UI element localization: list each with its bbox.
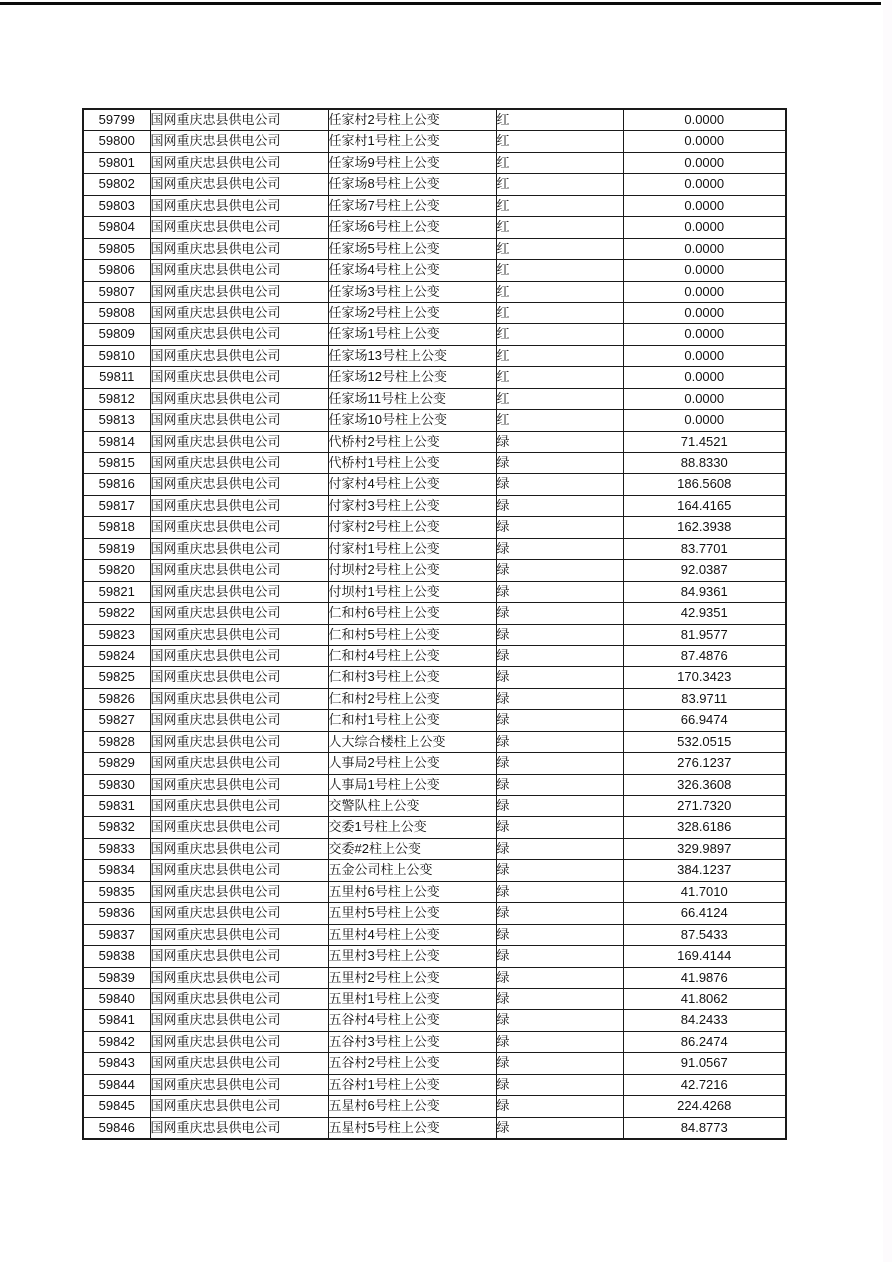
- cell-company: 国网重庆忠县供电公司: [150, 474, 328, 495]
- cell-company: 国网重庆忠县供电公司: [150, 324, 328, 345]
- cell-record-id: 59812: [83, 388, 150, 409]
- cell-company: 国网重庆忠县供电公司: [150, 1053, 328, 1074]
- cell-record-id: 59834: [83, 860, 150, 881]
- cell-record-id: 59808: [83, 302, 150, 323]
- cell-transformer-name: 五里村6号柱上公变: [328, 881, 496, 902]
- cell-company: 国网重庆忠县供电公司: [150, 881, 328, 902]
- cell-record-id: 59809: [83, 324, 150, 345]
- cell-value: 0.0000: [623, 152, 786, 173]
- cell-value: 0.0000: [623, 238, 786, 259]
- cell-company: 国网重庆忠县供电公司: [150, 667, 328, 688]
- cell-status-word: 红: [496, 195, 623, 216]
- cell-transformer-name: 代桥村1号柱上公变: [328, 453, 496, 474]
- cell-record-id: 59843: [83, 1053, 150, 1074]
- cell-status-word: 绿: [496, 1074, 623, 1095]
- cell-record-id: 59827: [83, 710, 150, 731]
- cell-transformer-name: 仁和村6号柱上公变: [328, 603, 496, 624]
- cell-company: 国网重庆忠县供电公司: [150, 988, 328, 1009]
- cell-value: 271.7320: [623, 796, 786, 817]
- cell-value: 42.9351: [623, 603, 786, 624]
- cell-transformer-name: 人大综合楼柱上公变: [328, 731, 496, 752]
- cell-company: 国网重庆忠县供电公司: [150, 1117, 328, 1139]
- cell-company: 国网重庆忠县供电公司: [150, 388, 328, 409]
- cell-status-word: 绿: [496, 967, 623, 988]
- cell-status-word: 绿: [496, 431, 623, 452]
- cell-status-word: 绿: [496, 581, 623, 602]
- cell-status-word: 绿: [496, 538, 623, 559]
- table-row: [83, 903, 786, 924]
- cell-company: 国网重庆忠县供电公司: [150, 495, 328, 516]
- cell-status-word: 绿: [496, 946, 623, 967]
- cell-value: 0.0000: [623, 131, 786, 152]
- cell-status-word: 绿: [496, 645, 623, 666]
- cell-transformer-name: 任家场12号柱上公变: [328, 367, 496, 388]
- table-row: [83, 603, 786, 624]
- cell-value: 66.4124: [623, 903, 786, 924]
- cell-company: 国网重庆忠县供电公司: [150, 238, 328, 259]
- cell-transformer-name: 五谷村3号柱上公变: [328, 1031, 496, 1052]
- cell-transformer-name: 人事局1号柱上公变: [328, 774, 496, 795]
- cell-status-word: 绿: [496, 903, 623, 924]
- cell-record-id: 59823: [83, 624, 150, 645]
- cell-transformer-name: 付家村1号柱上公变: [328, 538, 496, 559]
- cell-status-word: 绿: [496, 560, 623, 581]
- cell-company: 国网重庆忠县供电公司: [150, 1031, 328, 1052]
- cell-company: 国网重庆忠县供电公司: [150, 710, 328, 731]
- cell-status-word: 绿: [496, 988, 623, 1009]
- cell-company: 国网重庆忠县供电公司: [150, 924, 328, 945]
- cell-company: 国网重庆忠县供电公司: [150, 817, 328, 838]
- cell-status-word: 绿: [496, 1117, 623, 1139]
- cell-status-word: 绿: [496, 753, 623, 774]
- cell-value: 329.9897: [623, 838, 786, 859]
- cell-record-id: 59814: [83, 431, 150, 452]
- cell-company: 国网重庆忠县供电公司: [150, 302, 328, 323]
- table-row: [83, 624, 786, 645]
- transformer-data-table: [82, 108, 787, 1140]
- cell-record-id: 59826: [83, 688, 150, 709]
- table-row: [83, 753, 786, 774]
- cell-status-word: 绿: [496, 774, 623, 795]
- cell-transformer-name: 五谷村1号柱上公变: [328, 1074, 496, 1095]
- cell-value: 83.7701: [623, 538, 786, 559]
- cell-company: 国网重庆忠县供电公司: [150, 152, 328, 173]
- table-row: [83, 688, 786, 709]
- cell-record-id: 59829: [83, 753, 150, 774]
- cell-transformer-name: 仁和村3号柱上公变: [328, 667, 496, 688]
- cell-transformer-name: 任家场6号柱上公变: [328, 217, 496, 238]
- cell-status-word: 绿: [496, 817, 623, 838]
- cell-status-word: 绿: [496, 860, 623, 881]
- cell-record-id: 59822: [83, 603, 150, 624]
- cell-status-word: 绿: [496, 1096, 623, 1117]
- cell-company: 国网重庆忠县供电公司: [150, 753, 328, 774]
- table-row: [83, 774, 786, 795]
- cell-status-word: 绿: [496, 688, 623, 709]
- cell-status-word: 绿: [496, 495, 623, 516]
- cell-company: 国网重庆忠县供电公司: [150, 688, 328, 709]
- cell-value: 328.6186: [623, 817, 786, 838]
- cell-company: 国网重庆忠县供电公司: [150, 367, 328, 388]
- cell-record-id: 59828: [83, 731, 150, 752]
- cell-value: 186.5608: [623, 474, 786, 495]
- cell-transformer-name: 五星村6号柱上公变: [328, 1096, 496, 1117]
- page-top-rule: [0, 2, 881, 5]
- cell-company: 国网重庆忠县供电公司: [150, 581, 328, 602]
- cell-value: 0.0000: [623, 410, 786, 431]
- table-row: [83, 1031, 786, 1052]
- table-row: [83, 388, 786, 409]
- table-row: [83, 1074, 786, 1095]
- cell-value: 0.0000: [623, 302, 786, 323]
- cell-record-id: 59802: [83, 174, 150, 195]
- cell-transformer-name: 人事局2号柱上公变: [328, 753, 496, 774]
- table-row: [83, 517, 786, 538]
- cell-record-id: 59804: [83, 217, 150, 238]
- table-row: [83, 260, 786, 281]
- cell-value: 84.8773: [623, 1117, 786, 1139]
- cell-value: 42.7216: [623, 1074, 786, 1095]
- cell-status-word: 红: [496, 109, 623, 131]
- cell-status-word: 红: [496, 281, 623, 302]
- cell-status-word: 红: [496, 367, 623, 388]
- cell-transformer-name: 五里村4号柱上公变: [328, 924, 496, 945]
- cell-status-word: 红: [496, 217, 623, 238]
- cell-status-word: 绿: [496, 1010, 623, 1031]
- cell-record-id: 59841: [83, 1010, 150, 1031]
- cell-transformer-name: 任家场1号柱上公变: [328, 324, 496, 345]
- cell-company: 国网重庆忠县供电公司: [150, 109, 328, 131]
- table-row: [83, 581, 786, 602]
- cell-value: 164.4165: [623, 495, 786, 516]
- cell-record-id: 59799: [83, 109, 150, 131]
- cell-transformer-name: 任家场13号柱上公变: [328, 345, 496, 366]
- cell-status-word: 红: [496, 302, 623, 323]
- cell-status-word: 红: [496, 174, 623, 195]
- cell-value: 87.5433: [623, 924, 786, 945]
- table-row: [83, 538, 786, 559]
- table-row: [83, 131, 786, 152]
- cell-transformer-name: 五谷村4号柱上公变: [328, 1010, 496, 1031]
- cell-value: 41.8062: [623, 988, 786, 1009]
- cell-value: 83.9711: [623, 688, 786, 709]
- cell-company: 国网重庆忠县供电公司: [150, 260, 328, 281]
- cell-company: 国网重庆忠县供电公司: [150, 603, 328, 624]
- cell-company: 国网重庆忠县供电公司: [150, 903, 328, 924]
- table-row: [83, 731, 786, 752]
- table-row: [83, 238, 786, 259]
- cell-record-id: 59806: [83, 260, 150, 281]
- cell-transformer-name: 任家场7号柱上公变: [328, 195, 496, 216]
- cell-transformer-name: 五里村1号柱上公变: [328, 988, 496, 1009]
- cell-record-id: 59833: [83, 838, 150, 859]
- cell-company: 国网重庆忠县供电公司: [150, 1096, 328, 1117]
- cell-company: 国网重庆忠县供电公司: [150, 731, 328, 752]
- cell-company: 国网重庆忠县供电公司: [150, 1010, 328, 1031]
- table-row: [83, 817, 786, 838]
- cell-value: 88.8330: [623, 453, 786, 474]
- cell-company: 国网重庆忠县供电公司: [150, 453, 328, 474]
- cell-transformer-name: 五里村3号柱上公变: [328, 946, 496, 967]
- cell-status-word: 绿: [496, 517, 623, 538]
- cell-record-id: 59844: [83, 1074, 150, 1095]
- cell-value: 532.0515: [623, 731, 786, 752]
- cell-status-word: 红: [496, 238, 623, 259]
- cell-record-id: 59810: [83, 345, 150, 366]
- cell-transformer-name: 任家村2号柱上公变: [328, 109, 496, 131]
- cell-record-id: 59846: [83, 1117, 150, 1139]
- cell-company: 国网重庆忠县供电公司: [150, 538, 328, 559]
- cell-transformer-name: 仁和村2号柱上公变: [328, 688, 496, 709]
- cell-record-id: 59838: [83, 946, 150, 967]
- table-row: [83, 281, 786, 302]
- cell-record-id: 59840: [83, 988, 150, 1009]
- cell-company: 国网重庆忠县供电公司: [150, 131, 328, 152]
- table-row: [83, 195, 786, 216]
- cell-value: 162.3938: [623, 517, 786, 538]
- cell-record-id: 59837: [83, 924, 150, 945]
- cell-record-id: 59813: [83, 410, 150, 431]
- cell-transformer-name: 任家场3号柱上公变: [328, 281, 496, 302]
- cell-status-word: 绿: [496, 474, 623, 495]
- cell-status-word: 绿: [496, 838, 623, 859]
- cell-company: 国网重庆忠县供电公司: [150, 281, 328, 302]
- cell-record-id: 59821: [83, 581, 150, 602]
- table-row: [83, 152, 786, 173]
- cell-record-id: 59842: [83, 1031, 150, 1052]
- cell-value: 0.0000: [623, 260, 786, 281]
- cell-status-word: 绿: [496, 881, 623, 902]
- cell-company: 国网重庆忠县供电公司: [150, 560, 328, 581]
- cell-record-id: 59839: [83, 967, 150, 988]
- cell-value: 41.7010: [623, 881, 786, 902]
- table-row: [83, 109, 786, 131]
- cell-record-id: 59835: [83, 881, 150, 902]
- table-body: [83, 109, 786, 1139]
- cell-value: 66.9474: [623, 710, 786, 731]
- cell-record-id: 59818: [83, 517, 150, 538]
- cell-value: 81.9577: [623, 624, 786, 645]
- table-row: [83, 860, 786, 881]
- cell-transformer-name: 交委#2柱上公变: [328, 838, 496, 859]
- cell-record-id: 59820: [83, 560, 150, 581]
- cell-value: 0.0000: [623, 217, 786, 238]
- cell-value: 84.2433: [623, 1010, 786, 1031]
- cell-status-word: 红: [496, 345, 623, 366]
- cell-company: 国网重庆忠县供电公司: [150, 517, 328, 538]
- cell-value: 224.4268: [623, 1096, 786, 1117]
- cell-record-id: 59816: [83, 474, 150, 495]
- cell-record-id: 59819: [83, 538, 150, 559]
- cell-company: 国网重庆忠县供电公司: [150, 774, 328, 795]
- cell-status-word: 绿: [496, 453, 623, 474]
- cell-value: 169.4144: [623, 946, 786, 967]
- cell-status-word: 红: [496, 260, 623, 281]
- cell-company: 国网重庆忠县供电公司: [150, 860, 328, 881]
- table-row: [83, 946, 786, 967]
- cell-transformer-name: 仁和村1号柱上公变: [328, 710, 496, 731]
- cell-status-word: 绿: [496, 731, 623, 752]
- cell-value: 0.0000: [623, 195, 786, 216]
- cell-value: 91.0567: [623, 1053, 786, 1074]
- cell-record-id: 59817: [83, 495, 150, 516]
- cell-company: 国网重庆忠县供电公司: [150, 431, 328, 452]
- cell-record-id: 59805: [83, 238, 150, 259]
- table-row: [83, 667, 786, 688]
- cell-value: 87.4876: [623, 645, 786, 666]
- table-row: [83, 710, 786, 731]
- cell-transformer-name: 任家场5号柱上公变: [328, 238, 496, 259]
- cell-transformer-name: 五里村2号柱上公变: [328, 967, 496, 988]
- cell-transformer-name: 付坝村2号柱上公变: [328, 560, 496, 581]
- table-row: [83, 367, 786, 388]
- cell-transformer-name: 付家村2号柱上公变: [328, 517, 496, 538]
- cell-record-id: 59845: [83, 1096, 150, 1117]
- cell-transformer-name: 任家村1号柱上公变: [328, 131, 496, 152]
- cell-transformer-name: 仁和村4号柱上公变: [328, 645, 496, 666]
- cell-status-word: 绿: [496, 1031, 623, 1052]
- cell-company: 国网重庆忠县供电公司: [150, 624, 328, 645]
- cell-transformer-name: 交委1号柱上公变: [328, 817, 496, 838]
- cell-value: 276.1237: [623, 753, 786, 774]
- cell-record-id: 59836: [83, 903, 150, 924]
- table-row: [83, 967, 786, 988]
- cell-status-word: 绿: [496, 924, 623, 945]
- cell-value: 384.1237: [623, 860, 786, 881]
- cell-company: 国网重庆忠县供电公司: [150, 217, 328, 238]
- cell-company: 国网重庆忠县供电公司: [150, 796, 328, 817]
- cell-status-word: 红: [496, 410, 623, 431]
- cell-transformer-name: 代桥村2号柱上公变: [328, 431, 496, 452]
- cell-transformer-name: 付坝村1号柱上公变: [328, 581, 496, 602]
- cell-value: 0.0000: [623, 281, 786, 302]
- table-row: [83, 474, 786, 495]
- cell-value: 0.0000: [623, 388, 786, 409]
- cell-status-word: 绿: [496, 667, 623, 688]
- table-row: [83, 302, 786, 323]
- cell-status-word: 绿: [496, 710, 623, 731]
- table-row: [83, 796, 786, 817]
- table-row: [83, 1117, 786, 1139]
- cell-record-id: 59803: [83, 195, 150, 216]
- table-row: [83, 345, 786, 366]
- cell-value: 0.0000: [623, 109, 786, 131]
- cell-company: 国网重庆忠县供电公司: [150, 345, 328, 366]
- cell-transformer-name: 仁和村5号柱上公变: [328, 624, 496, 645]
- cell-value: 0.0000: [623, 345, 786, 366]
- cell-company: 国网重庆忠县供电公司: [150, 838, 328, 859]
- cell-status-word: 绿: [496, 603, 623, 624]
- cell-record-id: 59830: [83, 774, 150, 795]
- cell-transformer-name: 任家场2号柱上公变: [328, 302, 496, 323]
- table-row: [83, 410, 786, 431]
- cell-transformer-name: 交警队柱上公变: [328, 796, 496, 817]
- table-row: [83, 453, 786, 474]
- cell-value: 41.9876: [623, 967, 786, 988]
- cell-record-id: 59825: [83, 667, 150, 688]
- table-row: [83, 560, 786, 581]
- cell-transformer-name: 付家村4号柱上公变: [328, 474, 496, 495]
- cell-record-id: 59832: [83, 817, 150, 838]
- cell-transformer-name: 任家场8号柱上公变: [328, 174, 496, 195]
- cell-transformer-name: 付家村3号柱上公变: [328, 495, 496, 516]
- cell-transformer-name: 五谷村2号柱上公变: [328, 1053, 496, 1074]
- cell-company: 国网重庆忠县供电公司: [150, 410, 328, 431]
- cell-record-id: 59824: [83, 645, 150, 666]
- cell-status-word: 红: [496, 131, 623, 152]
- cell-company: 国网重庆忠县供电公司: [150, 967, 328, 988]
- cell-transformer-name: 五星村5号柱上公变: [328, 1117, 496, 1139]
- table-row: [83, 881, 786, 902]
- cell-company: 国网重庆忠县供电公司: [150, 174, 328, 195]
- cell-company: 国网重庆忠县供电公司: [150, 645, 328, 666]
- cell-value: 0.0000: [623, 367, 786, 388]
- cell-status-word: 绿: [496, 1053, 623, 1074]
- cell-record-id: 59811: [83, 367, 150, 388]
- cell-value: 71.4521: [623, 431, 786, 452]
- cell-transformer-name: 任家场9号柱上公变: [328, 152, 496, 173]
- cell-status-word: 红: [496, 388, 623, 409]
- cell-record-id: 59801: [83, 152, 150, 173]
- cell-status-word: 绿: [496, 624, 623, 645]
- cell-record-id: 59807: [83, 281, 150, 302]
- table-row: [83, 645, 786, 666]
- cell-value: 170.3423: [623, 667, 786, 688]
- table-row: [83, 1096, 786, 1117]
- page-right-edge: [883, 0, 892, 1262]
- table-row: [83, 431, 786, 452]
- cell-transformer-name: 任家场10号柱上公变: [328, 410, 496, 431]
- table-row: [83, 324, 786, 345]
- table-row: [83, 924, 786, 945]
- cell-status-word: 红: [496, 324, 623, 345]
- cell-value: 326.3608: [623, 774, 786, 795]
- table-row: [83, 1010, 786, 1031]
- cell-transformer-name: 五金公司柱上公变: [328, 860, 496, 881]
- cell-record-id: 59800: [83, 131, 150, 152]
- table-row: [83, 174, 786, 195]
- table-row: [83, 1053, 786, 1074]
- table-row: [83, 495, 786, 516]
- cell-value: 86.2474: [623, 1031, 786, 1052]
- cell-value: 0.0000: [623, 174, 786, 195]
- table-row: [83, 988, 786, 1009]
- cell-transformer-name: 任家场11号柱上公变: [328, 388, 496, 409]
- cell-record-id: 59831: [83, 796, 150, 817]
- cell-company: 国网重庆忠县供电公司: [150, 195, 328, 216]
- cell-status-word: 红: [496, 152, 623, 173]
- cell-transformer-name: 任家场4号柱上公变: [328, 260, 496, 281]
- cell-value: 92.0387: [623, 560, 786, 581]
- cell-value: 84.9361: [623, 581, 786, 602]
- table-row: [83, 838, 786, 859]
- cell-transformer-name: 五里村5号柱上公变: [328, 903, 496, 924]
- cell-company: 国网重庆忠县供电公司: [150, 946, 328, 967]
- cell-company: 国网重庆忠县供电公司: [150, 1074, 328, 1095]
- table-row: [83, 217, 786, 238]
- cell-status-word: 绿: [496, 796, 623, 817]
- cell-value: 0.0000: [623, 324, 786, 345]
- cell-record-id: 59815: [83, 453, 150, 474]
